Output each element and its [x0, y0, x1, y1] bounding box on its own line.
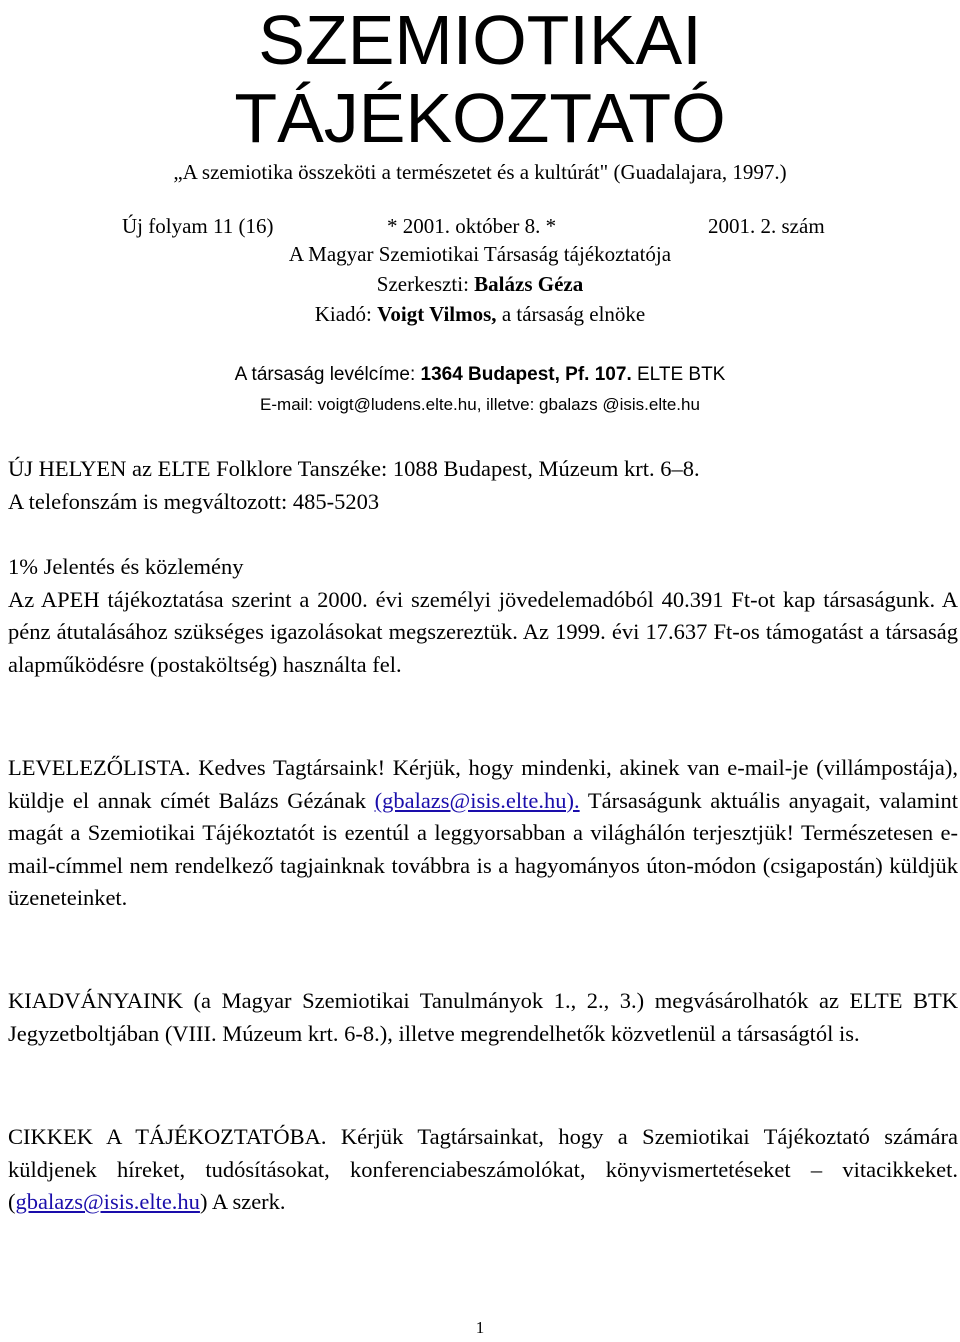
articles-paragraph	[8, 1121, 958, 1219]
editor-prefix: Szerkeszti:	[376, 272, 475, 296]
report-section	[8, 551, 958, 681]
issue-line	[0, 212, 960, 240]
articles-section	[8, 1121, 958, 1219]
motto: „A szemiotika összeköti a természetet és a kultúrát" (Guadalajara, 1997.)	[173, 160, 787, 184]
title-line-2: TÁJÉKOZTATÓ	[234, 79, 726, 157]
mailing-list-text-after: Társaságunk aktuális anyagait, valamint magát a Szemiotikai Tájékoztatót is ezentúl a leggyorsabban a világhálón terjesztjük! Természetesen e-mail-címmel nem rendelkező tagjainknak továbbra is a hagyományos úton-módon (csigapostán) küldjük üzeneteinket.	[8, 787, 958, 910]
email-line: E-mail: voigt@ludens.elte.hu, illetve: gbalazs @isis.elte.hu	[260, 395, 700, 414]
title-line-1: SZEMIOTIKAI	[258, 1, 702, 79]
issuer-prefix: Kiadó:	[314, 302, 378, 326]
issue-number: 2001. 2. szám	[708, 214, 825, 238]
postal-address	[0, 362, 960, 388]
editor-name: Balázs Géza	[474, 272, 584, 296]
new-place-notice	[8, 453, 958, 518]
mailing-list-section	[8, 752, 958, 915]
mailing-list-paragraph	[8, 752, 958, 915]
editor-line	[0, 270, 960, 298]
publications-section	[8, 985, 958, 1050]
issue-series: Új folyam 11 (16)	[122, 214, 274, 238]
address-value: 1364 Budapest, Pf. 107.	[420, 364, 632, 385]
page-number: 1	[475, 1318, 485, 1337]
report-heading: 1% Jelentés és közlemény	[8, 554, 244, 579]
articles-email-link[interactable]: gbalazs@isis.elte.hu	[15, 1189, 200, 1214]
address-suffix: ELTE BTK	[631, 364, 726, 385]
issue-date: * 2001. október 8. *	[387, 214, 557, 238]
publications-paragraph: KIADVÁNYAINK (a Magyar Szemiotikai Tanulmányok 1., 2., 3.) megvásárolhatók az ELTE BTK Jegyzetboltjában (VIII. Múzeum krt. 6-8.), illetve megrendelhetők közvetlenül a társaságtól is.	[8, 988, 958, 1046]
publisher-line: A Magyar Szemiotikai Társaság tájékoztatója	[288, 242, 672, 266]
new-place-line-2: A telefonszám is megváltozott: 485-5203	[8, 488, 380, 514]
mailing-list-text-before: LEVELEZŐLISTA. Kedves Tagtársaink! Kérjük, hogy mindenki, akinek van e-mail-je (villámpostája), küldje el annak címét Balázs Gézának	[8, 755, 958, 813]
articles-text-before: CIKKEK A TÁJÉKOZTATÓBA. Kérjük Tagtársainkat, hogy a Szemiotikai Tájékoztató számára küldjenek híreket, tudósításokat, konferenciabeszámolókat, könyvismertetéseket – vitacikkeket. (	[8, 1124, 958, 1214]
address-prefix: A társaság levélcíme:	[234, 364, 421, 385]
new-place-line-1: ÚJ HELYEN az ELTE Folklore Tanszéke: 1088 Budapest, Múzeum krt. 6–8.	[8, 456, 700, 481]
mailing-list-email-link[interactable]: (gbalazs@isis.elte.hu).	[374, 787, 580, 813]
articles-text-after: ) A szerk.	[199, 1189, 286, 1214]
issuer-suffix: a társaság elnöke	[496, 302, 646, 326]
report-body: Az APEH tájékoztatása szerint a 2000. évi személyi jövedelemadóból 40.391 Ft-ot kap társaságunk. A pénz átutalásához szükséges igazolásokat megszereztük. Az 1999. évi 17.637 Ft-os támogatást a társaság alapműködésre (postaköltség) használta fel.	[8, 586, 958, 677]
issuer-line	[0, 300, 960, 328]
issuer-name: Voigt Vilmos,	[377, 302, 497, 326]
